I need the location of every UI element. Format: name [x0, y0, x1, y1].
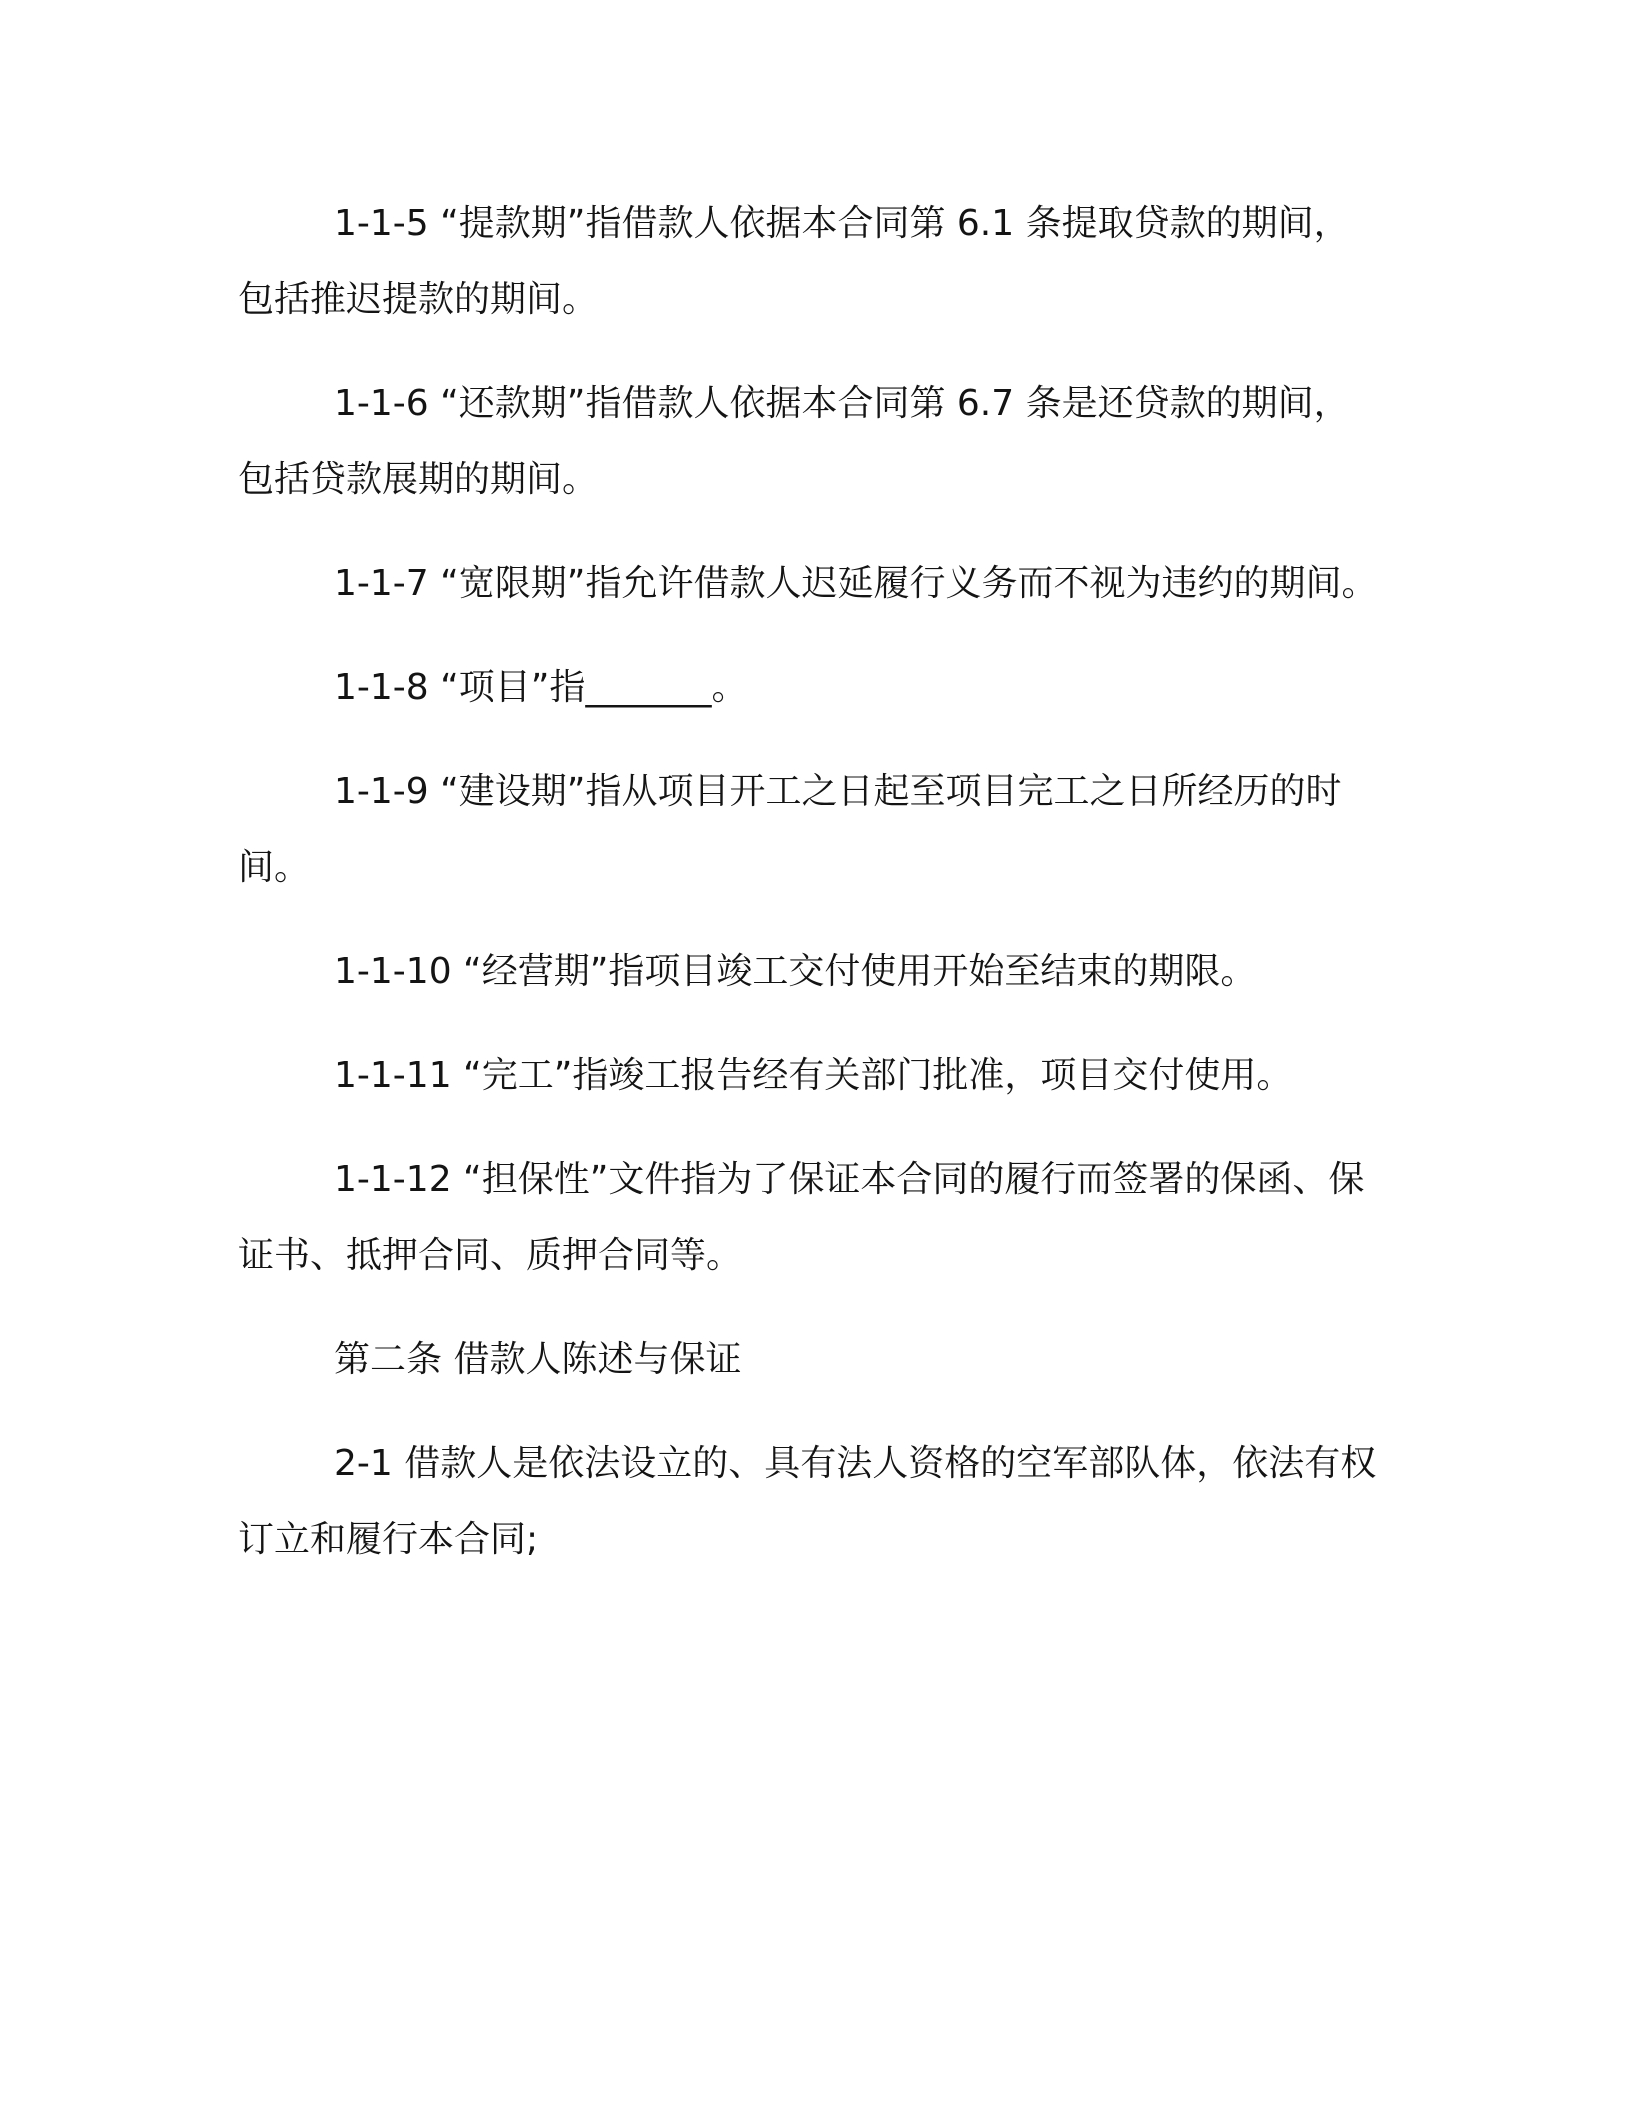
definition-1-1-8: 1-1-8 “项目”指_______。	[334, 667, 748, 708]
definition-1-1-9: 1-1-9 “建设期”指从项目开工之日起至项目完工之日所经历的时间。	[238, 771, 1342, 888]
clause-2-1: 2-1 借款人是依法设立的、具有法人资格的空军部队体，依法有权订立和履行本合同;	[238, 1443, 1377, 1560]
definition-1-1-12: 1-1-12 “担保性”文件指为了保证本合同的履行而签署的保函、保证书、抵押合同、质押合同等。	[238, 1159, 1365, 1276]
definition-1-1-6: 1-1-6 “还款期”指借款人依据本合同第 6.7 条是还贷款的期间，包括贷款展期的期间。	[238, 383, 1350, 500]
document-body	[238, 186, 1378, 1606]
definition-1-1-11: 1-1-11 “完工”指竣工报告经有关部门批准，项目交付使用。	[334, 1055, 1293, 1096]
section-heading-article-2: 第二条 借款人陈述与保证	[334, 1339, 742, 1380]
definition-1-1-7: 1-1-7 “宽限期”指允许借款人迟延履行义务而不视为违约的期间。	[334, 563, 1378, 604]
definition-1-1-10: 1-1-10 “经营期”指项目竣工交付使用开始至结束的期限。	[334, 951, 1257, 992]
definition-1-1-5: 1-1-5 “提款期”指借款人依据本合同第 6.1 条提取贷款的期间，包括推迟提款的期间。	[238, 203, 1350, 320]
